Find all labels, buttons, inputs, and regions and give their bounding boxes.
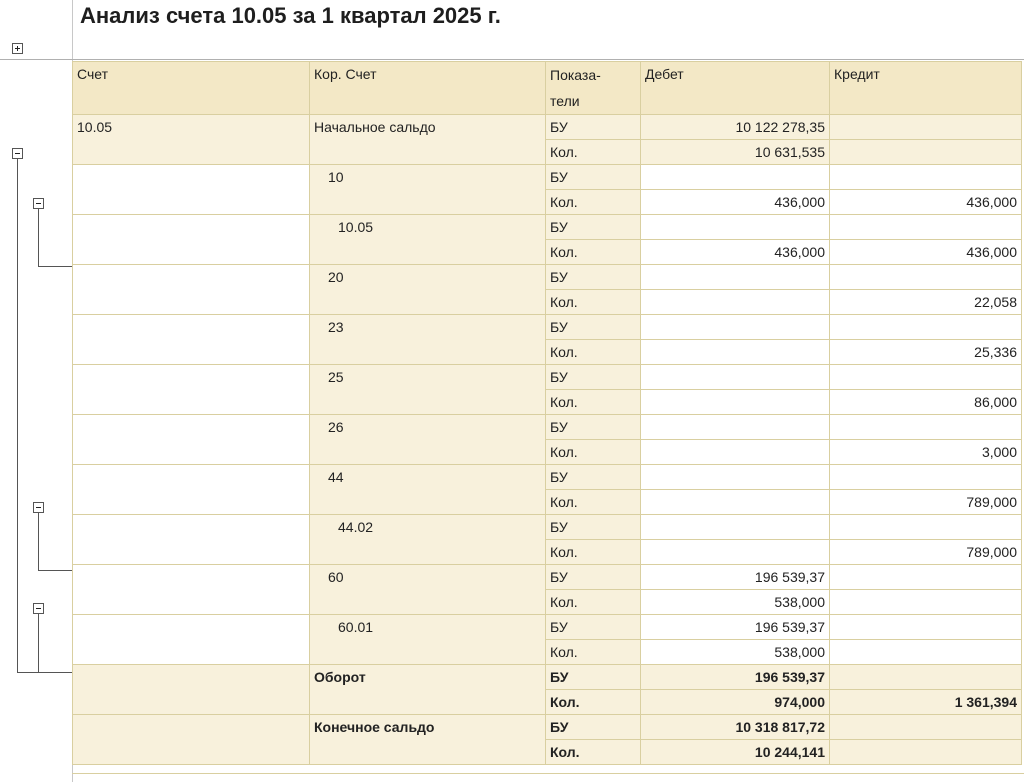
report-table bbox=[72, 61, 1022, 765]
header-row bbox=[73, 62, 1022, 115]
col-corr-account-header: Кор. Счет bbox=[310, 62, 546, 115]
indicator-cell: Кол. bbox=[546, 640, 641, 665]
credit-cell: 1 361,394 bbox=[830, 690, 1022, 715]
account-cell bbox=[73, 565, 310, 615]
indicator-cell: БУ bbox=[546, 415, 641, 440]
debit-cell bbox=[641, 165, 830, 190]
report-title: Анализ счета 10.05 за 1 квартал 2025 г. bbox=[80, 3, 501, 28]
debit-cell: 436,000 bbox=[641, 240, 830, 265]
indicator-cell: БУ bbox=[546, 565, 641, 590]
debit-cell bbox=[641, 415, 830, 440]
credit-cell bbox=[830, 315, 1022, 340]
corr-account-cell: 10 bbox=[310, 165, 546, 215]
indicator-cell: БУ bbox=[546, 215, 641, 240]
indicator-cell: БУ bbox=[546, 515, 641, 540]
debit-cell bbox=[641, 365, 830, 390]
indicator-cell: Кол. bbox=[546, 490, 641, 515]
debit-cell bbox=[641, 390, 830, 415]
credit-cell bbox=[830, 640, 1022, 665]
indicator-cell: Кол. bbox=[546, 740, 641, 765]
account-cell bbox=[73, 365, 310, 415]
collapse-group-44-minus-icon[interactable] bbox=[33, 502, 44, 513]
corr-account-cell: 25 bbox=[310, 365, 546, 415]
table-row bbox=[73, 465, 1022, 490]
table-row bbox=[73, 265, 1022, 290]
table-row bbox=[73, 515, 1022, 540]
credit-cell bbox=[830, 715, 1022, 740]
account-cell bbox=[73, 265, 310, 315]
debit-cell bbox=[641, 265, 830, 290]
turnover-row bbox=[73, 665, 1022, 690]
credit-cell bbox=[830, 615, 1022, 640]
table-bottom-border bbox=[72, 773, 1024, 774]
closing-row bbox=[73, 715, 1022, 740]
credit-cell bbox=[830, 265, 1022, 290]
credit-cell bbox=[830, 165, 1022, 190]
debit-cell: 538,000 bbox=[641, 590, 830, 615]
credit-cell: 22,058 bbox=[830, 290, 1022, 315]
col-indicators-line2: тели bbox=[550, 93, 580, 109]
col-debit-header: Дебет bbox=[641, 62, 830, 115]
indicator-cell: Кол. bbox=[546, 190, 641, 215]
indicator-cell: БУ bbox=[546, 265, 641, 290]
table-row bbox=[73, 415, 1022, 440]
credit-cell bbox=[830, 215, 1022, 240]
corr-account-cell: 20 bbox=[310, 265, 546, 315]
credit-cell bbox=[830, 140, 1022, 165]
account-cell bbox=[73, 465, 310, 515]
tree-line bbox=[38, 209, 39, 266]
indicator-cell: БУ bbox=[546, 165, 641, 190]
debit-cell bbox=[641, 515, 830, 540]
account-cell bbox=[73, 665, 310, 715]
credit-cell: 25,336 bbox=[830, 340, 1022, 365]
tree-line bbox=[17, 159, 18, 672]
corr-account-cell: 10.05 bbox=[310, 215, 546, 265]
indicator-cell: Кол. bbox=[546, 140, 641, 165]
indicator-cell: БУ bbox=[546, 115, 641, 140]
debit-cell: 10 318 817,72 bbox=[641, 715, 830, 740]
col-credit-header: Кредит bbox=[830, 62, 1022, 115]
account-cell bbox=[73, 215, 310, 265]
credit-cell bbox=[830, 590, 1022, 615]
opening-balance-label: Начальное сальдо bbox=[310, 115, 546, 165]
credit-cell: 436,000 bbox=[830, 240, 1022, 265]
debit-cell bbox=[641, 340, 830, 365]
table-row bbox=[73, 315, 1022, 340]
credit-cell bbox=[830, 365, 1022, 390]
closing-balance-label: Конечное сальдо bbox=[310, 715, 546, 765]
credit-cell: 3,000 bbox=[830, 440, 1022, 465]
credit-cell: 86,000 bbox=[830, 390, 1022, 415]
debit-cell: 974,000 bbox=[641, 690, 830, 715]
debit-cell bbox=[641, 440, 830, 465]
debit-cell: 10 244,141 bbox=[641, 740, 830, 765]
credit-cell bbox=[830, 415, 1022, 440]
debit-cell: 196 539,37 bbox=[641, 615, 830, 640]
debit-cell: 10 122 278,35 bbox=[641, 115, 830, 140]
indicator-cell: БУ bbox=[546, 665, 641, 690]
table-row bbox=[73, 215, 1022, 240]
table-row bbox=[73, 165, 1022, 190]
indicator-cell: Кол. bbox=[546, 440, 641, 465]
indicator-cell: Кол. bbox=[546, 290, 641, 315]
indicator-cell: Кол. bbox=[546, 540, 641, 565]
credit-cell bbox=[830, 465, 1022, 490]
corr-account-cell: 23 bbox=[310, 315, 546, 365]
debit-cell: 196 539,37 bbox=[641, 565, 830, 590]
table-row bbox=[73, 115, 1022, 140]
corr-account-cell: 60 bbox=[310, 565, 546, 615]
indicator-cell: БУ bbox=[546, 465, 641, 490]
account-cell bbox=[73, 615, 310, 665]
corr-account-cell: 60.01 bbox=[310, 615, 546, 665]
account-cell bbox=[73, 165, 310, 215]
header-separator bbox=[0, 59, 1024, 60]
col-indicators-header bbox=[546, 62, 641, 115]
col-indicators-line1: Показа- bbox=[550, 67, 601, 83]
tree-line bbox=[38, 266, 72, 267]
account-cell bbox=[73, 315, 310, 365]
tree-line bbox=[38, 513, 39, 570]
debit-cell: 436,000 bbox=[641, 190, 830, 215]
debit-cell bbox=[641, 465, 830, 490]
debit-cell bbox=[641, 315, 830, 340]
table-row bbox=[73, 565, 1022, 590]
credit-cell: 789,000 bbox=[830, 540, 1022, 565]
account-cell bbox=[73, 515, 310, 565]
corr-account-cell: 26 bbox=[310, 415, 546, 465]
col-account-header: Счет bbox=[73, 62, 310, 115]
indicator-cell: Кол. bbox=[546, 340, 641, 365]
indicator-cell: Кол. bbox=[546, 590, 641, 615]
corr-account-cell: 44 bbox=[310, 465, 546, 515]
collapse-account-minus-icon[interactable] bbox=[12, 148, 23, 159]
credit-cell: 789,000 bbox=[830, 490, 1022, 515]
table-row bbox=[73, 365, 1022, 390]
account-cell bbox=[73, 715, 310, 765]
credit-cell bbox=[830, 115, 1022, 140]
tree-line bbox=[38, 570, 72, 571]
collapse-group-10-minus-icon[interactable] bbox=[33, 198, 44, 209]
indicator-cell: БУ bbox=[546, 365, 641, 390]
indicator-cell: Кол. bbox=[546, 240, 641, 265]
indicator-cell: БУ bbox=[546, 715, 641, 740]
indicator-cell: Кол. bbox=[546, 390, 641, 415]
credit-cell bbox=[830, 665, 1022, 690]
account-cell bbox=[73, 415, 310, 465]
credit-cell: 436,000 bbox=[830, 190, 1022, 215]
debit-cell bbox=[641, 540, 830, 565]
table-row bbox=[73, 615, 1022, 640]
debit-cell: 196 539,37 bbox=[641, 665, 830, 690]
debit-cell bbox=[641, 490, 830, 515]
indicator-cell: БУ bbox=[546, 615, 641, 640]
tree-line bbox=[38, 614, 39, 672]
collapse-group-60-minus-icon[interactable] bbox=[33, 603, 44, 614]
indicator-cell: Кол. bbox=[546, 690, 641, 715]
indicator-cell: БУ bbox=[546, 315, 641, 340]
credit-cell bbox=[830, 740, 1022, 765]
turnover-label: Оборот bbox=[310, 665, 546, 715]
credit-cell bbox=[830, 515, 1022, 540]
corr-account-cell: 44.02 bbox=[310, 515, 546, 565]
debit-cell bbox=[641, 290, 830, 315]
credit-cell bbox=[830, 565, 1022, 590]
expand-all-plus-icon[interactable] bbox=[12, 43, 23, 54]
tree-line bbox=[17, 672, 72, 673]
debit-cell: 10 631,535 bbox=[641, 140, 830, 165]
debit-cell bbox=[641, 215, 830, 240]
account-cell: 10.05 bbox=[73, 115, 310, 165]
debit-cell: 538,000 bbox=[641, 640, 830, 665]
